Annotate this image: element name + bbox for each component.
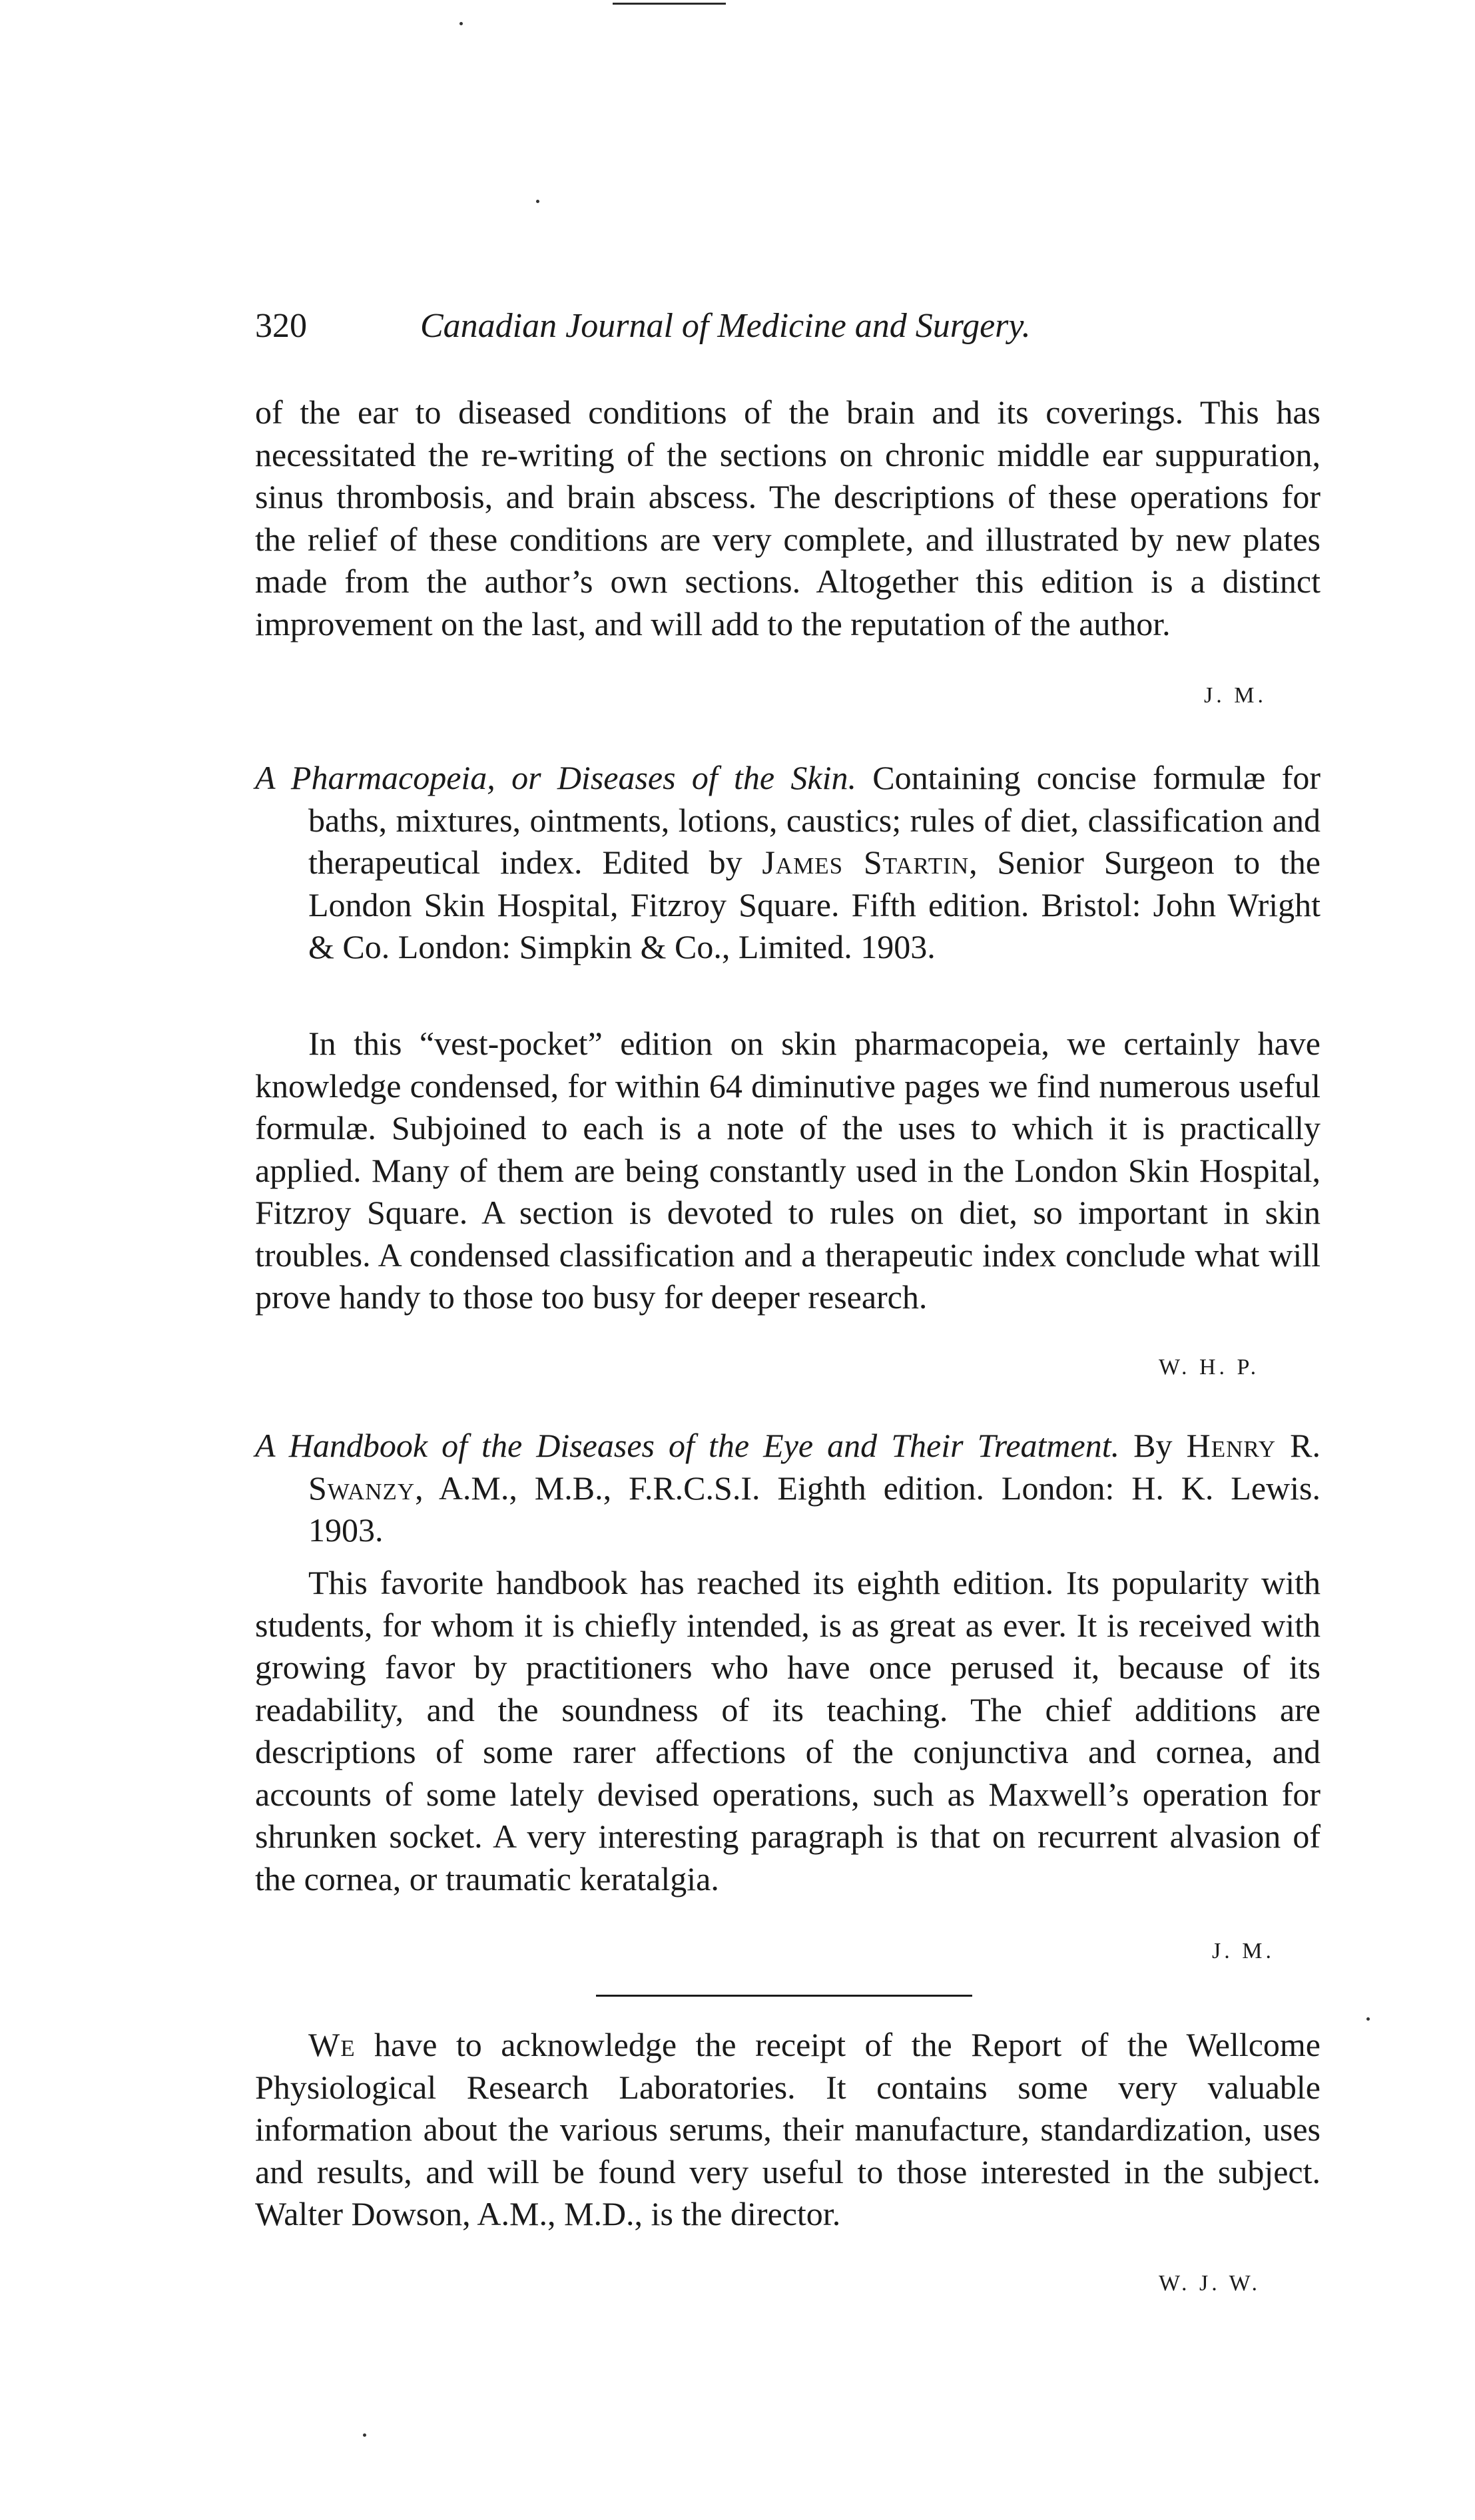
continuation-paragraph: of the ear to diseased conditions of the brain and its coverings. This has necessitated the re-writing of the sections on chronic middle ear suppuration, sinus thrombosis, and brain abscess. The descriptions of these operations for the relief of these conditions are very complete, and illustrated by new plates made from the author’s own sections. Altogether this edition is a distinct improvement on the last, and will add to the reputation of the author. [255, 393, 1321, 642]
review-citation-eye-handbook [255, 1425, 1321, 1552]
speck [536, 200, 539, 203]
citation-author: James Startin [762, 844, 970, 881]
signature-jm-1: J. M. [1204, 683, 1267, 708]
notice-wellcome [255, 2024, 1321, 2236]
review-citation-pharmacopeia [255, 757, 1321, 969]
signature-wjw: W. J. W. [1159, 2271, 1261, 2296]
review-body-eye-handbook [255, 1562, 1321, 1900]
citation-text: , Senior Surgeon to the London Skin Hospital, Fitzroy Square. Fifth edition. Bristol: John Wright & Co. London: Simpkin & Co., Limited. 1903. [308, 844, 1321, 965]
notice-text: have to acknowledge the receipt of the Report of the Wellcome Physiological Research Laboratories. It contains some very valuable information about the various serums, their manufacture, standardization, uses and results, and will be found very useful to those interested in the subject. Walter Dowson, A.M., M.D., is the director. [255, 2026, 1321, 2232]
signature-whp: W. H. P. [1159, 1355, 1260, 1380]
citation-author: Swanzy [308, 1469, 416, 1507]
notice-lead-word: We [308, 2026, 356, 2063]
top-edge-rule [613, 3, 726, 5]
review-body-pharmacopeia [255, 1023, 1321, 1319]
citation-text: R. [1276, 1427, 1321, 1464]
citation-text: By [1119, 1427, 1187, 1464]
notice-paragraph [255, 2024, 1321, 2236]
citation-text: Containing concise formulæ for baths, mixtures, ointments, lotions, caustics; rules of diet, classification and therapeutical index. Edited by [308, 759, 1321, 881]
journal-title: Canadian Journal of Medicine and Surgery. [420, 307, 1031, 345]
section-continuation [255, 391, 1321, 645]
page-number: 320 [255, 307, 307, 345]
review-paragraph: This favorite handbook has reached its eighth edition. Its popularity with students, for whom it is chiefly intended, is as great as ever. It is received with growing favor by practitioners who have once perused it, because of its readability, and the soundness of its teaching. The chief additions are descriptions of some rarer affections of the conjunctiva and cornea, and accounts of some lately devised operations, such as Maxwell’s operation for shrunken socket. A very interesting paragraph is that on recurrent alvasion of the cornea, or traumatic keratalgia. [255, 1564, 1321, 1897]
speck [459, 22, 463, 25]
speck [1366, 2017, 1370, 2021]
review-title: A Pharmacopeia, or Diseases of the Skin. [255, 759, 856, 796]
citation-text: , A.M., M.B., F.R.C.S.I. Eighth edition. London: H. K. Lewis. 1903. [308, 1469, 1321, 1549]
signature-jm-2: J. M. [1212, 1939, 1275, 1963]
citation-author: Henry [1186, 1427, 1277, 1464]
review-title: A Handbook of the Diseases of the Eye and Their Treatment. [255, 1427, 1120, 1464]
speck [363, 2433, 366, 2437]
review-paragraph: In this “vest-pocket” edition on skin pharmacopeia, we certainly have knowledge condensed, for within 64 diminutive pages we find numerous useful formulæ. Subjoined to each is a note of the uses to which it is practically applied. Many of them are being constantly used in the London Skin Hospital, Fitzroy Square. A section is devoted to rules on diet, so important in skin troubles. A condensed classification and a therapeutic index conclude what will prove handy to those too busy for deeper research. [255, 1025, 1321, 1316]
section-divider [596, 1995, 972, 1997]
